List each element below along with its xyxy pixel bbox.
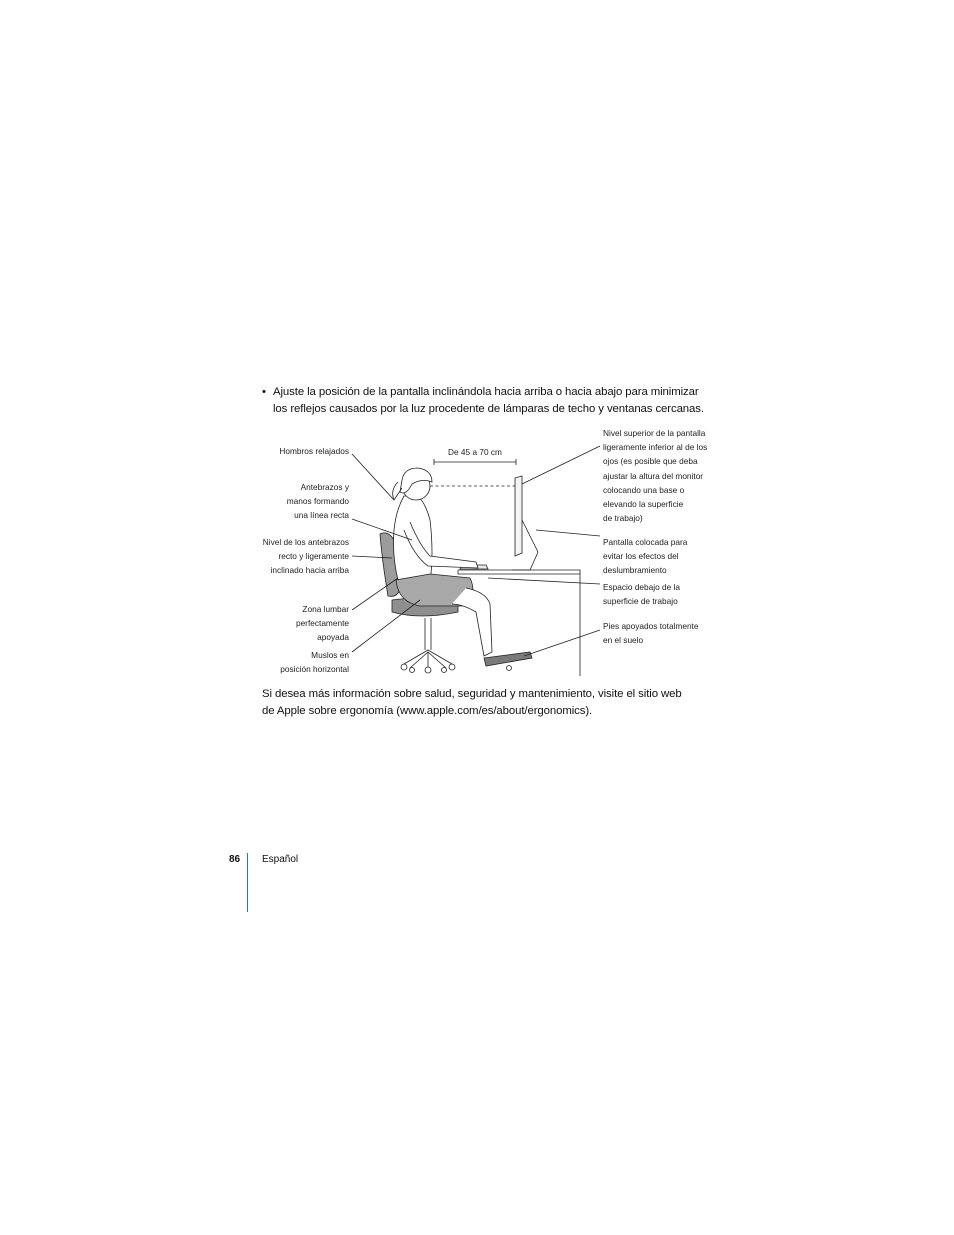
chair-base xyxy=(404,650,452,668)
label-line: Pies apoyados totalmente xyxy=(603,621,699,631)
label-line: ligeramente inferior al de los xyxy=(603,442,708,453)
label-line: ajustar la altura del monitor xyxy=(603,470,704,481)
label-thighs xyxy=(250,648,349,676)
bullet-marker: • xyxy=(262,386,266,398)
label-forearm-level xyxy=(250,535,349,578)
distance-label: De 45 a 70 cm xyxy=(448,447,502,457)
label-line: Muslos en xyxy=(311,650,349,660)
label-line: apoyada xyxy=(317,632,349,643)
label-line: en el suelo xyxy=(603,635,644,646)
label-lumbar xyxy=(250,602,349,645)
label-forearms-hands xyxy=(250,480,349,523)
paragraph-line-1: Si desea más información sobre salud, seguridad y mantenimiento, visite el sitio web xyxy=(262,688,682,700)
label-line: superficie de trabajo xyxy=(603,596,678,607)
label-screen-level xyxy=(603,426,707,525)
label-line: perfectamente xyxy=(295,618,349,629)
label-line: Espacio debajo de la xyxy=(603,582,681,592)
person-leg xyxy=(452,588,492,656)
label-line: manos formando xyxy=(286,496,349,507)
label-feet xyxy=(603,619,698,647)
footer-divider xyxy=(247,853,248,912)
label-line: Nivel de los antebrazos xyxy=(262,537,349,547)
label-shoulders xyxy=(250,444,349,458)
label-line: inclinado hacia arriba xyxy=(270,565,349,576)
label-line: recto y ligeramente xyxy=(278,551,349,562)
label-line: posición horizontal xyxy=(280,664,349,675)
chair-post xyxy=(425,618,431,650)
distance-bracket xyxy=(434,459,516,465)
label-line: elevando la superficie xyxy=(603,499,684,510)
footer-language: Español xyxy=(262,854,299,865)
label-screen-glare xyxy=(603,535,687,578)
footrest xyxy=(484,652,532,666)
label-line: de trabajo) xyxy=(603,513,643,524)
bullet-line-2: los reflejos causados por la luz procedente de lámparas de techo y ventanas cercanas. xyxy=(273,403,704,415)
label-line: deslumbramiento xyxy=(603,565,667,576)
label-desk-space xyxy=(603,580,680,608)
label-line: evitar los efectos del xyxy=(603,551,679,562)
label-line: Pantalla colocada para xyxy=(603,537,688,547)
label-line: Zona lumbar xyxy=(302,604,349,614)
label-line: colocando una base o xyxy=(603,484,685,495)
label-line: una línea recta xyxy=(294,510,349,521)
monitor xyxy=(515,476,522,556)
bullet-line-1: Ajuste la posición de la pantalla inclinándola hacia arriba o hacia abajo para minimizar xyxy=(273,386,699,398)
label-line: Antebrazos y xyxy=(300,482,349,492)
label-line: Hombros relajados xyxy=(279,446,349,456)
label-line: Nivel superior de la pantalla xyxy=(603,428,706,438)
info-paragraph xyxy=(262,686,722,721)
label-line: ojos (es posible que deba xyxy=(603,456,698,467)
page-number: 86 xyxy=(229,854,241,865)
paragraph-line-2: de Apple sobre ergonomía (www.apple.com/es/about/ergonomics). xyxy=(262,705,593,718)
